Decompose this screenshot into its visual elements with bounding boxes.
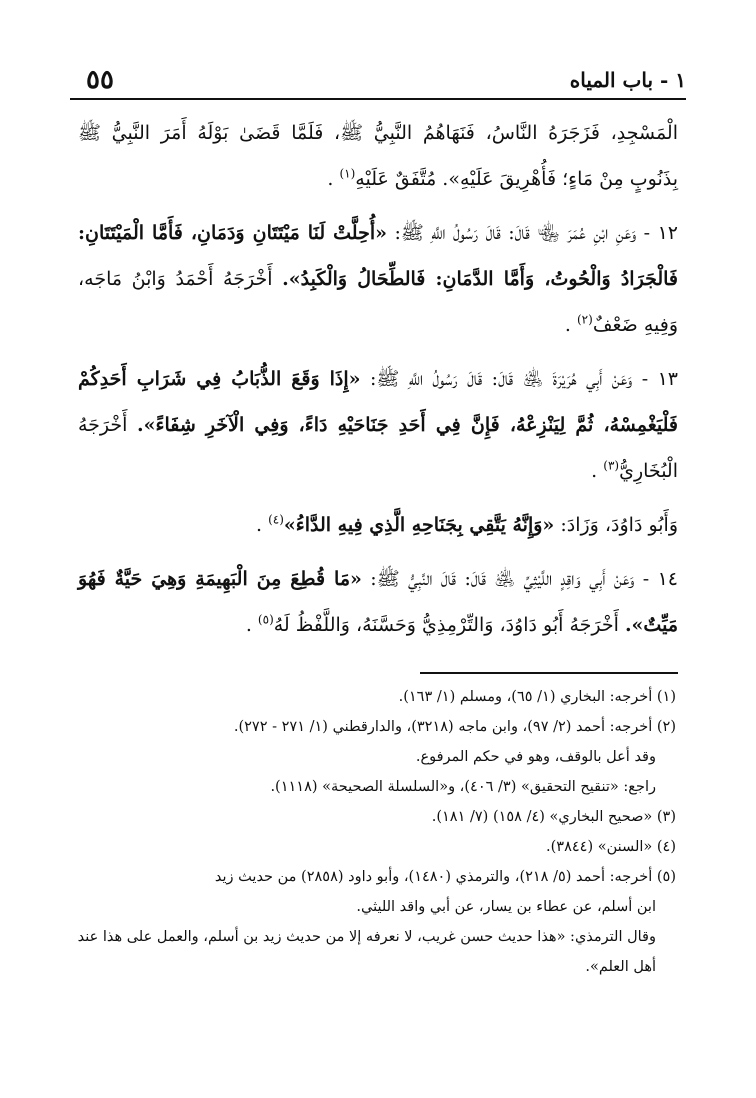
hadith-14-intro: ١٤ - وَعَنْ أَبِي وَاقِدٍ اللَّيْثِيِّ ﵁ قَالَ: قَالَ النَّبِيُّ ﷺ: — [370, 568, 678, 590]
footnote-line: (٥) أخرجه: أحمد (٥/ ٢١٨)، والترمذي (١٤٨٠)، وأبو داود (٢٨٥٨) من حديث زيد — [214, 869, 676, 885]
footnote-ref-1: (١) — [339, 166, 356, 181]
footnote-ref-3: (٣) — [603, 458, 620, 473]
footnote-line: ابن أسلم، عن عطاء بن يسار، عن أبي واقد الليثي. — [356, 899, 656, 915]
footnote-ref-5: (٥) — [257, 612, 274, 627]
hadith-12: ١٢ - وَعَنِ ابْنِ عُمَرَ ﵄ قَالَ: قَالَ رَسُولُ اللَّهِ ﷺ: «أُحِلَّتْ لَنَا مَيْتَتَانِ وَدَمَانِ، فَأَمَّا الْمَيْتَتَانِ: فَالْجَرَادُ وَالْحُوتُ، وَأَمَّا الدَّمَانِ: فَالطِّحَالُ وَالْكَبِدُ». أَخْرَجَهُ أَحْمَدُ وَابْنُ مَاجَه، وَفِيهِ ضَعْفٌ$^{(٢)}$ . — [78, 222, 678, 336]
footnotes — [72, 682, 676, 982]
paragraph-1: الْمَسْجِدِ، فَزَجَرَهُ النَّاسُ، فَنَهَاهُمُ النَّبِيُّ ﷺ، فَلَمَّا قَضَىٰ بَوْلَهُ أَمَرَ النَّبِيُّ ﷺ بِذَنُوبٍ مِنْ مَاءٍ؛ فَأُهْرِيقَ عَلَيْهِ». مُتَّفَقٌ عَلَيْهِ$^{(١)}$ . — [78, 122, 678, 190]
footnote-ref-2: (٢) — [576, 312, 593, 327]
footnote-line: (٢) أخرجه: أحمد (٢/ ٩٧)، وابن ماجه (٣٢١٨)، والدارقطني (١/ ٢٧١ - ٢٧٢). — [233, 719, 676, 735]
footnote-line: وقد أعل بالوقف، وهو في حكم المرفوع. — [415, 749, 656, 765]
hadith-14: ١٤ - وَعَنْ أَبِي وَاقِدٍ اللَّيْثِيِّ ﵁ قَالَ: قَالَ النَّبِيُّ ﷺ: «مَا قُطِعَ مِنَ الْبَهِيمَةِ وَهِيَ حَيَّةٌ فَهُوَ مَيِّتٌ». أَخْرَجَهُ أَبُو دَاوُدَ، وَالتِّرْمِذِيُّ وَحَسَّنَهُ، وَاللَّفْظُ لَهُ$^{(٥)}$ . — [78, 568, 678, 636]
footnote-line: (٤) «السنن» (٣٨٤٤). — [546, 839, 676, 855]
hadith-12-source: أَخْرَجَهُ أَحْمَدُ وَابْنُ مَاجَه، وَفِيهِ ضَعْفٌ — [78, 268, 678, 336]
hadith-13: ١٣ - وَعَنْ أَبِي هُرَيْرَةَ ﵁ قَالَ: قَالَ رَسُولُ اللَّهِ ﷺ: «إِذَا وَقَعَ الذُّبَابُ فِي شَرَابِ أَحَدِكُمْ فَلْيَغْمِسْهُ، ثُمَّ لِيَنْزِعْهُ، فَإِنَّ فِي أَحَدِ جَنَاحَيْهِ دَاءً، وَفِي الْآخَرِ شِفَاءً». أَخْرَجَهُ الْبُخَارِيُّ$^{(٣)}$ . — [78, 368, 678, 482]
footnote-separator — [420, 672, 678, 674]
chapter-title: ١ - باب المياه — [569, 68, 686, 92]
hadith-13-intro: ١٣ - وَعَنْ أَبِي هُرَيْرَةَ ﵁ قَالَ: قَالَ رَسُولُ اللَّهِ ﷺ: — [369, 368, 678, 390]
hadith-12-intro: ١٢ - وَعَنِ ابْنِ عُمَرَ ﵄ قَالَ: قَالَ رَسُولُ اللَّهِ ﷺ: — [394, 222, 678, 244]
hadith-12-matn: «أُحِلَّتْ لَنَا مَيْتَتَانِ وَدَمَانِ، فَأَمَّا الْمَيْتَتَانِ: فَالْجَرَادُ وَالْحُوتُ، وَأَمَّا الدَّمَانِ: فَالطِّحَالُ وَالْكَبِدُ». — [78, 222, 678, 290]
footnote-ref-4: (٤) — [268, 512, 284, 527]
page-number: ٥٥ — [86, 65, 114, 95]
paragraph-1-text: الْمَسْجِدِ، فَزَجَرَهُ النَّاسُ، فَنَهَاهُمُ النَّبِيُّ ﷺ، فَلَمَّا قَضَىٰ بَوْلَهُ أَمَرَ النَّبِيُّ ﷺ بِذَنُوبٍ مِنْ مَاءٍ؛ فَأُهْرِيقَ عَلَيْهِ». مُتَّفَقٌ عَلَيْهِ — [78, 122, 678, 190]
hadith-13-addition-matn: «وَإِنَّهُ يَتَّقِي بِجَنَاحِهِ الَّذِي فِيهِ الدَّاءُ» — [283, 514, 555, 536]
hadith-13-addition: وَأَبُو دَاوُدَ، وَزَادَ: «وَإِنَّهُ يَتَّقِي بِجَنَاحِهِ الَّذِي فِيهِ الدَّاءُ»$^{(٤)}$ . — [255, 512, 678, 536]
footnote-line: (٣) «صحيح البخاري» (٤/ ١٥٨) (٧/ ١٨١). — [431, 809, 676, 825]
main-text — [78, 110, 678, 656]
footnote-line: وقال الترمذي: «هذا حديث حسن غريب، لا نعرفه إلا من حديث زيد بن أسلم، والعمل على هذا عند أهل العلم». — [77, 929, 656, 975]
hadith-14-matn: «مَا قُطِعَ مِنَ الْبَهِيمَةِ وَهِيَ حَيَّةٌ فَهُوَ مَيِّتٌ». — [78, 568, 678, 636]
hadith-13-addition-intro: وَأَبُو دَاوُدَ، وَزَادَ: — [560, 514, 678, 536]
hadith-14-source: أَخْرَجَهُ أَبُو دَاوُدَ، وَالتِّرْمِذِيُّ وَحَسَّنَهُ، وَاللَّفْظُ لَهُ — [273, 614, 619, 636]
hadith-13-matn: «إِذَا وَقَعَ الذُّبَابُ فِي شَرَابِ أَحَدِكُمْ فَلْيَغْمِسْهُ، ثُمَّ لِيَنْزِعْهُ، فَإِنَّ فِي أَحَدِ جَنَاحَيْهِ دَاءً، وَفِي الْآخَرِ شِفَاءً». — [78, 368, 678, 436]
footnote-line: (١) أخرجه: البخاري (١/ ٦٥)، ومسلم (١/ ١٦٣). — [398, 689, 676, 705]
hadith-13-source: أَخْرَجَهُ الْبُخَارِيُّ — [78, 414, 678, 482]
footnote-line: راجع: «تنقيح التحقيق» (٣/ ٤٠٦)، و«السلسلة الصحيحة» (١١١٨). — [270, 779, 656, 795]
page-header — [70, 64, 686, 100]
